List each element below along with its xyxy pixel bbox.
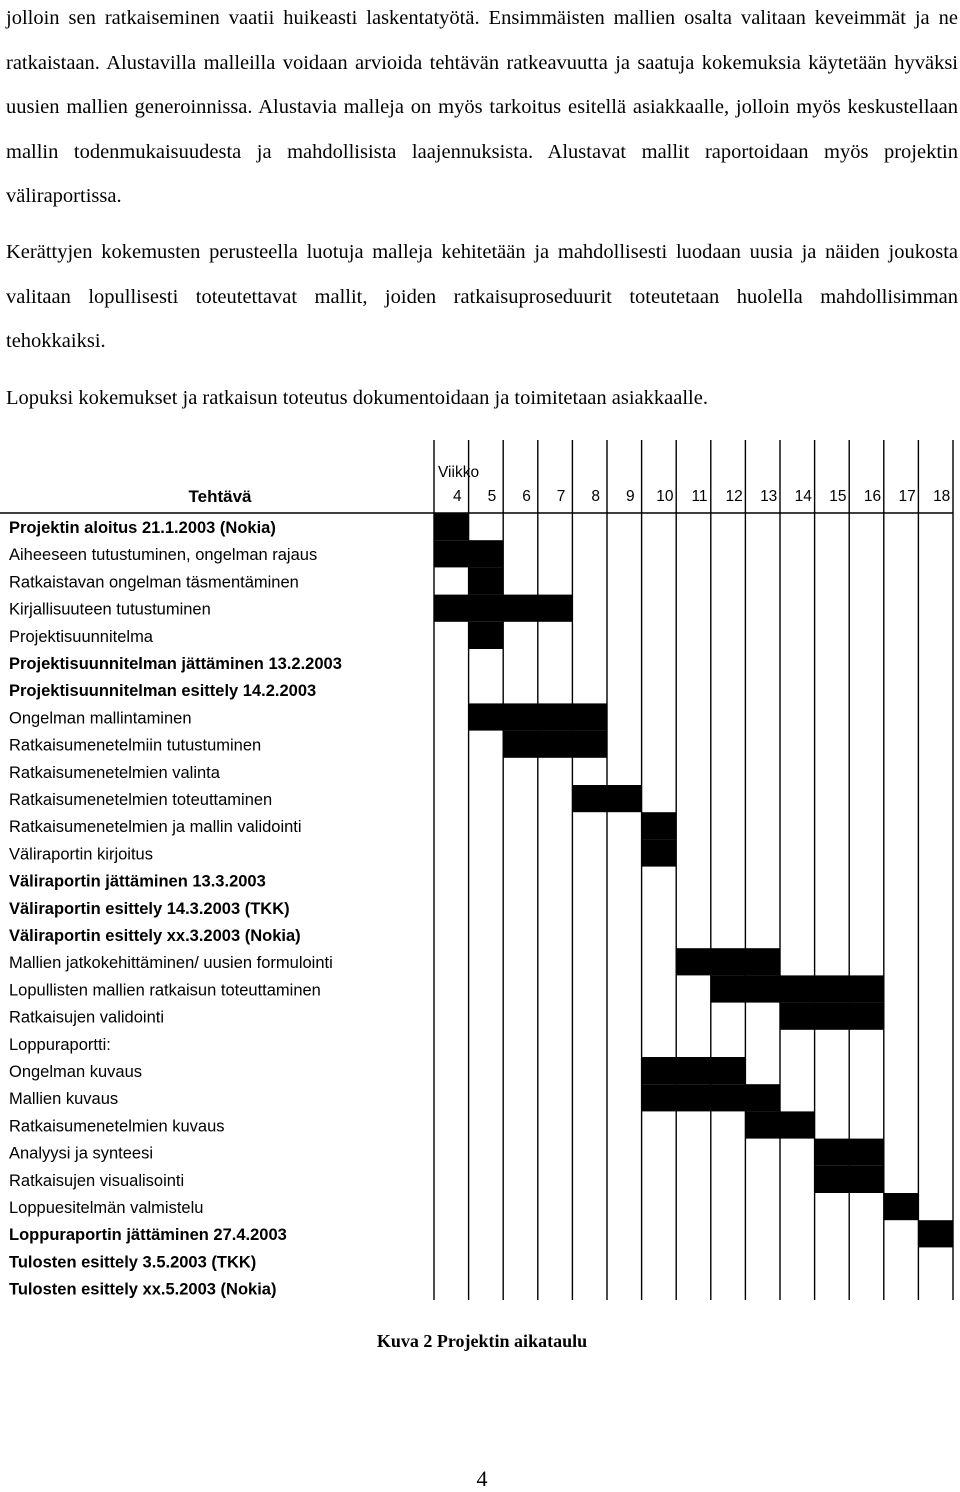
gantt-task-label: Ratkaisujen validointi bbox=[9, 1008, 165, 1027]
gantt-task-label: Ongelman kuvaus bbox=[9, 1063, 142, 1081]
gantt-bar bbox=[918, 1220, 953, 1247]
gantt-task-label: Ratkaisujen visualisointi bbox=[9, 1171, 185, 1190]
gantt-week-label: 7 bbox=[556, 488, 566, 505]
gantt-task-label: Ratkaistavan ongelman täsmentäminen bbox=[9, 573, 299, 592]
gantt-task-label: Lopullisten mallien ratkaisun toteuttaminen bbox=[9, 981, 321, 1000]
gantt-task-label: Mallien kuvaus bbox=[9, 1090, 119, 1109]
gantt-task-label: Tulosten esittely 3.5.2003 (TKK) bbox=[9, 1253, 257, 1272]
gantt-task-label: Analyysi ja synteesi bbox=[9, 1144, 153, 1163]
gantt-task-label: Kirjallisuuteen tutustuminen bbox=[9, 600, 211, 619]
gantt-bar bbox=[434, 513, 469, 540]
gantt-task-label: Loppuraportin jättäminen 27.4.2003 bbox=[9, 1226, 287, 1245]
gantt-bar bbox=[642, 1084, 780, 1111]
gantt-task-label: Väliraportin jättäminen 13.3.2003 bbox=[9, 872, 266, 891]
gantt-bar bbox=[434, 540, 503, 567]
gantt-task-label: Projektisuunnitelman jättäminen 13.2.2003 bbox=[9, 655, 342, 673]
gantt-bar bbox=[469, 567, 504, 594]
gantt-task-label: Projektin aloitus 21.1.2003 (Nokia) bbox=[9, 519, 276, 537]
gantt-task-label: Ongelman mallintaminen bbox=[9, 709, 192, 728]
gantt-task-label: Ratkaisumenetelmien ja mallin validointi bbox=[9, 818, 302, 837]
paragraph-3: Lopuksi kokemukset ja ratkaisun toteutus dokumentoidaan ja toimitetaan asiakkaalle. bbox=[6, 387, 708, 409]
gantt-bar bbox=[572, 785, 641, 812]
gantt-bar bbox=[642, 812, 677, 839]
gantt-bar bbox=[780, 1003, 884, 1030]
gantt-bar bbox=[711, 975, 884, 1002]
gantt-week-label: 18 bbox=[933, 488, 951, 505]
gantt-week-label: 5 bbox=[487, 488, 497, 505]
gantt-task-label: Ratkaisumenetelmien toteuttaminen bbox=[9, 791, 273, 809]
gantt-week-label: 17 bbox=[898, 488, 916, 505]
gantt-bar bbox=[434, 595, 572, 622]
gantt-bar bbox=[469, 703, 607, 730]
gantt-task-labels bbox=[9, 519, 342, 1299]
gantt-task-label: Loppuesitelmän valmistelu bbox=[9, 1199, 204, 1217]
gantt-bar bbox=[815, 1139, 884, 1166]
gantt-week-label: 4 bbox=[452, 488, 462, 505]
gantt-week-header: Viikko bbox=[438, 464, 480, 481]
gantt-bar bbox=[745, 1111, 814, 1138]
gantt-task-label: Ratkaisumenetelmien valinta bbox=[9, 763, 220, 782]
gantt-chart bbox=[0, 440, 960, 1310]
gantt-task-header: Tehtävä bbox=[188, 487, 252, 506]
gantt-task-label: Aiheeseen tutustuminen, ongelman rajaus bbox=[9, 546, 318, 565]
figure-caption: Kuva 2 Projektin aikataulu bbox=[376, 1331, 588, 1351]
gantt-task-label: Loppuraportti: bbox=[9, 1035, 111, 1054]
gantt-task-label: Projektisuunnitelman esittely 14.2.2003 bbox=[9, 682, 317, 701]
gantt-bar bbox=[469, 622, 504, 649]
gantt-bar bbox=[884, 1193, 919, 1220]
gantt-task-label: Tulosten esittely xx.5.2003 (Nokia) bbox=[9, 1280, 277, 1299]
gantt-task-label: Väliraportin esittely xx.3.2003 (Nokia) bbox=[9, 927, 301, 945]
gantt-week-label: 8 bbox=[591, 488, 601, 505]
gantt-bar bbox=[642, 1057, 746, 1084]
gantt-task-label: Ratkaisumenetelmiin tutustuminen bbox=[9, 736, 262, 755]
paragraph-1: jolloin sen ratkaiseminen vaatii huikeasti laskentatyötä. Ensimmäisten mallien osalta valitaan keveimmät ja ne ratkaistaan. Alustavilla malleilla voidaan arvioida tehtävän ratkeavuutta ja saatuja kokemuksia käytetään hyväksi uusien mallien generoinnissa. Alustavia malleja on myös tarkoitus esitellä asiakkaalle, jolloin myös keskustellaan mallin todenmukaisuudesta ja mahdollisista laajennuksista. Alustavat mallit raportoidaan myös projektin väliraportissa. bbox=[6, 7, 958, 208]
gantt-task-label: Ratkaisumenetelmien kuvaus bbox=[9, 1117, 225, 1136]
paragraph-2: Kerättyjen kokemusten perusteella luotuja malleja kehitetään ja mahdollisesti luodaan uusia ja näiden joukosta valitaan lopullisesti toteutettavat mallit, joiden ratkaisuproseduurit toteutetaan huolella mahdollisimman tehokkaiksi. bbox=[6, 241, 958, 353]
gantt-week-label: 15 bbox=[829, 488, 847, 505]
gantt-week-label: 6 bbox=[522, 488, 531, 505]
gantt-task-label: Väliraportin esittely 14.3.2003 (TKK) bbox=[9, 899, 290, 918]
gantt-week-label: 9 bbox=[625, 488, 635, 505]
gantt-week-label: 11 bbox=[691, 488, 708, 505]
gantt-week-label: 13 bbox=[760, 488, 778, 505]
page-number: 4 bbox=[476, 1466, 488, 1491]
gantt-task-label: Mallien jatkokehittäminen/ uusien formulointi bbox=[9, 954, 333, 973]
gantt-week-label: 10 bbox=[656, 488, 674, 505]
gantt-week-label: 12 bbox=[725, 488, 743, 505]
gantt-week-labels bbox=[453, 488, 950, 505]
gantt-task-label: Väliraportin kirjoitus bbox=[9, 845, 153, 864]
gantt-bar bbox=[642, 839, 677, 866]
gantt-bar bbox=[815, 1166, 884, 1193]
gantt-task-label: Projektisuunnitelma bbox=[9, 627, 153, 646]
gantt-bar bbox=[676, 948, 780, 975]
gantt-bars bbox=[434, 513, 953, 1247]
gantt-week-label: 16 bbox=[863, 488, 882, 505]
gantt-bar bbox=[503, 731, 607, 758]
gantt-week-label: 14 bbox=[794, 488, 812, 505]
